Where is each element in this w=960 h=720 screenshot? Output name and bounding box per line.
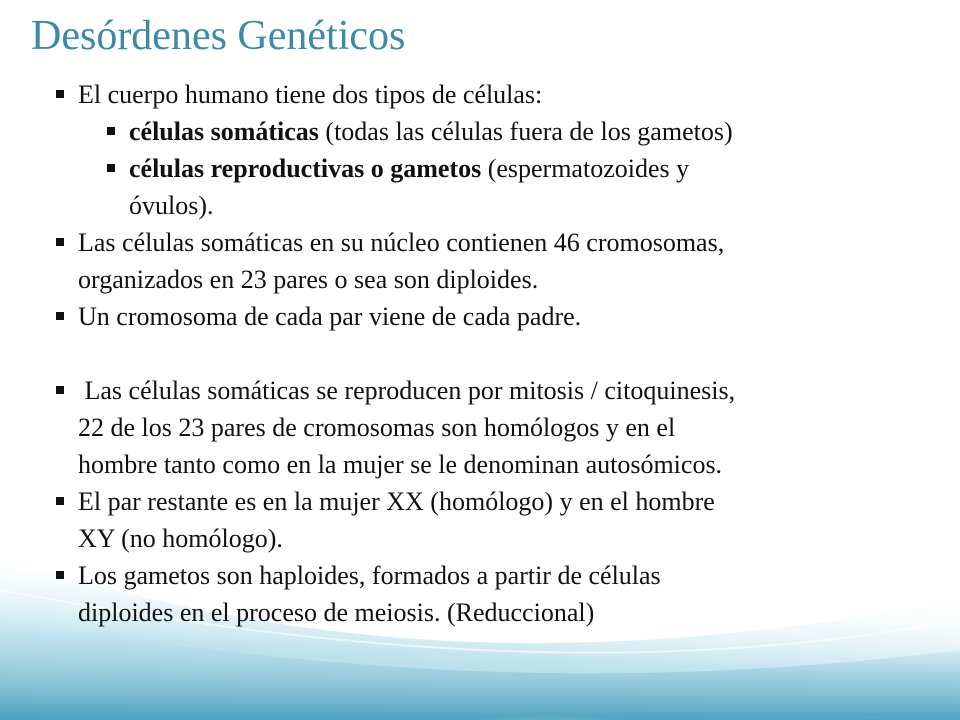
bullet-cell-types [0, 76, 960, 113]
bullet-text-continuation: 22 de los 23 pares de cromosomas son homólogos y en el [78, 413, 676, 442]
bullet-text-continuation: organizados en 23 pares o sea son diploides. [78, 265, 539, 294]
bold-term: células reproductivas o gametos [129, 154, 482, 183]
bold-term: células somáticas [129, 117, 319, 146]
bullet-square-icon [107, 127, 115, 135]
bullet-square-icon [56, 571, 64, 579]
bullet-square-icon [56, 312, 64, 320]
bullet-text-continuation: XY (no homólogo). [78, 524, 283, 553]
bullet-text: Un cromosoma de cada par viene de cada padre. [78, 302, 582, 331]
bullet-square-icon [56, 497, 64, 505]
bullet-text-continuation: diploides en el proceso de meiosis. (Reduccional) [78, 598, 595, 627]
bullet-text: El par restante es en la mujer XX (homólogo) y en el hombre [78, 487, 715, 516]
bullet-square-icon [107, 164, 115, 172]
term-description: (todas las células fuera de los gametos) [318, 117, 733, 146]
spacer [0, 335, 960, 372]
bullet-mitosis [0, 372, 960, 483]
bullet-sex-chromosomes [0, 483, 960, 557]
bullet-text [129, 150, 960, 187]
bullet-text-continuation: óvulos). [129, 191, 214, 220]
bullet-square-icon [56, 386, 64, 394]
sub-bullet-somatic-cells [0, 113, 960, 150]
bullet-text [129, 113, 960, 150]
bullet-text-continuation: hombre tanto como en la mujer se le denominan autosómicos. [78, 450, 723, 479]
term-description: (espermatozoides y [481, 154, 690, 183]
bullet-somatic-chromosomes [0, 224, 960, 298]
bullet-gametes [0, 557, 960, 631]
bullet-text: Las células somáticas en su núcleo contienen 46 cromosomas, [78, 228, 725, 257]
sub-bullet-reproductive-cells [0, 150, 960, 224]
bullet-square-icon [56, 238, 64, 246]
bullet-text: El cuerpo humano tiene dos tipos de células: [78, 80, 543, 109]
bullet-list [0, 76, 960, 631]
slide-title: Desórdenes Genéticos [31, 13, 406, 59]
bullet-text: Las células somáticas se reproducen por mitosis / citoquinesis, [78, 376, 736, 405]
bullet-square-icon [56, 90, 64, 98]
bullet-chromosome-origin [0, 298, 960, 335]
bullet-text: Los gametos son haploides, formados a partir de células [78, 561, 661, 590]
